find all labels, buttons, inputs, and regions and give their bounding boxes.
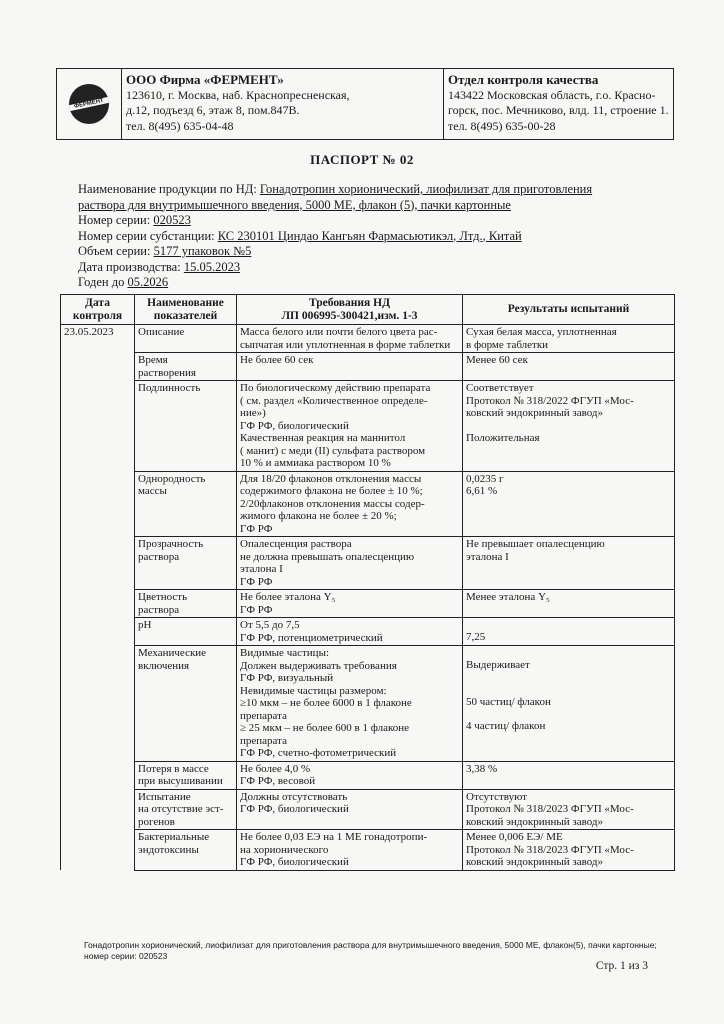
control-date-cell	[61, 471, 135, 537]
result-line: Выдерживает	[466, 659, 530, 671]
volume-value: 5177 упаковок №5	[153, 244, 252, 258]
indicator-name-line: Испытание	[138, 790, 191, 803]
indicator-name-line: растворения	[138, 366, 196, 379]
result-line: эталона I	[466, 550, 509, 563]
indicator-name-line: Цветность	[138, 591, 188, 603]
requirement-line: на хорионического	[240, 843, 329, 856]
indicator-name-cell	[135, 590, 237, 618]
requirement-line: не должна превышать опалесценцию	[240, 550, 415, 563]
control-date-cell	[61, 353, 135, 381]
result-line: 50 частиц/ флакон	[466, 695, 551, 708]
indicator-name-cell	[135, 646, 237, 762]
indicator-name-line: Подлинность	[138, 382, 201, 394]
production-date-label: Дата производства:	[78, 259, 181, 274]
qc-department	[444, 69, 673, 139]
result-line: Соответствует	[466, 382, 534, 394]
requirement-line: Не более эталона Y₅	[240, 591, 336, 603]
requirement-line: Невидимые частицы размером:	[240, 684, 387, 697]
blank-line	[466, 672, 671, 684]
result-line: Протокол № 318/2023 ФГУП «Мос-	[466, 803, 634, 815]
requirement-line: ГФ РФ	[240, 522, 273, 535]
blank-line	[466, 684, 671, 696]
blank-line	[466, 647, 671, 659]
indicator-name-cell	[135, 618, 237, 646]
requirement-line: сыпчатая или уплотненная в форме таблетки	[240, 338, 451, 351]
result-line: ковский эндокринный завод»	[466, 856, 604, 868]
result-line: Протокол № 318/2022 ФГУП «Мос-	[466, 394, 634, 407]
indicator-name-line: pH	[138, 619, 152, 631]
indicator-name-line: массы	[138, 485, 167, 497]
table-row	[61, 537, 675, 590]
logo-text: ФЕРМЕНТ	[69, 97, 109, 111]
header-indicator-name: Наименование показателей	[135, 295, 237, 325]
requirement-cell	[237, 381, 463, 472]
blank-line	[466, 708, 671, 720]
volume-line	[78, 244, 678, 260]
table-row	[61, 353, 675, 381]
table-row	[61, 590, 675, 618]
header-requirements: Требования НД ЛП 006995-300421,изм. 1-3	[237, 295, 463, 325]
result-line: 4 частиц/ флакон	[466, 720, 546, 732]
product-name-label: Наименование продукции по НД:	[78, 182, 257, 196]
requirement-cell	[237, 646, 463, 762]
requirement-cell	[237, 590, 463, 618]
result-line: 7,25	[466, 631, 486, 643]
indicator-name-line: Время	[138, 354, 168, 366]
product-name-line	[78, 182, 678, 198]
document-title: ПАСПОРТ № 02	[310, 152, 414, 167]
requirement-line: содержимого флакона не более ± 10 %;	[240, 485, 423, 497]
company-header	[56, 68, 674, 140]
requirement-line: ГФ РФ, биологический	[240, 803, 349, 815]
result-cell	[463, 471, 675, 537]
result-cell	[463, 830, 675, 871]
result-line: Менее 0,006 ЕЭ/ МЕ	[466, 831, 563, 843]
indicator-name-line: эндотоксины	[138, 843, 199, 856]
requirement-cell	[237, 761, 463, 789]
requirement-line: 10 % и аммиака раствором 10 %	[240, 457, 391, 469]
qc-address-line: 143422 Московская область, г.о. Красно-	[448, 87, 656, 102]
indicator-name-line: Прозрачность	[138, 538, 204, 550]
result-cell	[463, 325, 675, 353]
requirement-cell	[237, 537, 463, 590]
qc-phone: тел. 8(495) 635-00-28	[448, 118, 556, 133]
result-line: Менее 60 сек	[466, 354, 528, 366]
substance-label: Номер серии субстанции:	[78, 228, 215, 243]
result-cell	[463, 537, 675, 590]
control-date-cell	[61, 830, 135, 871]
indicator-name-cell	[135, 761, 237, 789]
product-name-value: Гонадотропин хорионический, лиофилизат для приготовления	[259, 182, 593, 196]
production-date-line	[78, 260, 678, 276]
requirement-line: ГФ РФ, биологический	[240, 419, 349, 432]
control-date-cell	[61, 590, 135, 618]
control-date-cell	[61, 381, 135, 472]
indicator-name-cell	[135, 789, 237, 830]
product-name-value-cont: раствора для внутримышечного введения, 5000 МЕ, флакон (5), пачки картонные	[78, 197, 511, 212]
indicator-name-line: Описание	[138, 326, 185, 338]
indicator-name-line: Однородность	[138, 472, 206, 485]
table-header-row	[61, 295, 675, 325]
indicator-name-cell	[135, 537, 237, 590]
result-cell	[463, 618, 675, 646]
table-row	[61, 325, 675, 353]
table-row	[61, 646, 675, 762]
control-date-cell	[61, 789, 135, 830]
valid-until-line	[78, 275, 678, 291]
series-line	[78, 213, 678, 229]
requirement-line: Качественная реакция на маннитол	[240, 432, 406, 444]
result-line: ковский эндокринный завод»	[466, 815, 604, 828]
control-date: 23.05.2023	[64, 326, 114, 338]
requirement-cell	[237, 353, 463, 381]
result-cell	[463, 761, 675, 789]
indicator-name-cell	[135, 325, 237, 353]
substance-value: КС 230101 Циндао Кангьян Фармасьютикэл, Лтд., Китай	[217, 228, 522, 243]
requirement-line: По биологическому действию препарата	[240, 382, 431, 394]
requirement-line: ГФ РФ	[240, 575, 273, 588]
result-line: 0,0235 г	[466, 472, 504, 485]
qc-department-name: Отдел контроля качества	[448, 72, 599, 87]
indicator-name-cell	[135, 830, 237, 871]
requirement-line: препарата	[240, 709, 287, 722]
requirement-line: Масса белого или почти белого цвета рас-	[240, 326, 438, 338]
requirement-line: Должен выдерживать требования	[240, 659, 397, 672]
product-info	[78, 182, 678, 291]
requirement-line: От 5,5 до 7,5	[240, 619, 300, 631]
control-date-cell	[61, 646, 135, 762]
header-control-date: Дата контроля	[61, 295, 135, 325]
control-date-cell	[61, 618, 135, 646]
result-line: Сухая белая масса, уплотненная	[466, 326, 617, 338]
requirement-line: Видимые частицы:	[240, 647, 330, 659]
requirement-line: эталона I	[240, 563, 283, 575]
indicator-name-line: Потеря в массе	[138, 762, 209, 775]
table-row	[61, 761, 675, 789]
indicator-name-line: раствора	[138, 603, 180, 616]
result-cell	[463, 646, 675, 762]
indicator-name-line: Бактериальные	[138, 831, 210, 843]
table-row	[61, 618, 675, 646]
valid-until-value: 05.2026	[127, 275, 169, 289]
result-line: Положительная	[466, 431, 540, 444]
logo-circle-icon	[69, 84, 109, 124]
company-address-line: д.12, подъезд 6, этаж 8, пом.847В.	[126, 103, 300, 117]
series-label: Номер серии:	[78, 213, 151, 227]
requirement-line: Для 18/20 флаконов отклонения массы	[240, 472, 422, 485]
header-results: Результаты испытаний	[463, 295, 675, 325]
series-value: 020523	[153, 213, 191, 227]
substance-line	[78, 229, 678, 245]
result-line: 3,38 %	[466, 762, 498, 775]
result-line: в форме таблетки	[466, 338, 549, 351]
table-row	[61, 381, 675, 472]
qc-address-line: горск, пос. Мечниково, влд. 11, строение 1.	[448, 103, 669, 117]
indicator-name-line: включения	[138, 659, 190, 672]
table-row	[61, 789, 675, 830]
company-address	[122, 69, 444, 139]
requirement-cell	[237, 471, 463, 537]
requirement-line: ГФ РФ	[240, 603, 273, 616]
requirement-line: ГФ РФ, весовой	[240, 775, 316, 787]
requirement-cell	[237, 789, 463, 830]
indicator-name-line: при высушивании	[138, 775, 223, 787]
requirement-line: ГФ РФ, счетно-фотометрический	[240, 747, 397, 759]
indicator-name-line: Механические	[138, 647, 207, 659]
requirement-line: ≥ 25 мкм – не более 600 в 1 флаконе	[240, 722, 410, 734]
indicator-name-cell	[135, 471, 237, 537]
result-line: ковский эндокринный завод»	[466, 407, 604, 419]
requirement-line: ( см. раздел «Количественное определе-	[240, 394, 428, 407]
requirement-line: препарата	[240, 734, 287, 747]
requirement-line: Должны отсутствовать	[240, 790, 348, 803]
blank-line	[466, 420, 671, 432]
requirement-line: ( манит) с меди (II) сульфата раствором	[240, 444, 426, 457]
requirement-cell	[237, 618, 463, 646]
control-date-cell	[61, 537, 135, 590]
company-logo	[57, 69, 122, 139]
volume-label: Объем серии:	[78, 244, 151, 258]
result-line: 6,61 %	[466, 485, 498, 497]
requirement-line: ние»)	[240, 407, 266, 419]
indicator-name-cell	[135, 381, 237, 472]
requirement-line: ГФ РФ, визуальный	[240, 672, 334, 684]
requirement-line: ГФ РФ, потенциометрический	[240, 631, 383, 644]
result-cell	[463, 590, 675, 618]
table-row	[61, 471, 675, 537]
requirement-cell	[237, 830, 463, 871]
blank-line	[466, 619, 671, 631]
requirement-line: Не более 0,03 ЕЭ на 1 МЕ гонадотропи-	[240, 831, 428, 843]
requirement-line: ≥10 мкм – не более 6000 в 1 флаконе	[240, 697, 412, 709]
result-line: Отсутствуют	[466, 790, 527, 803]
table-row	[61, 830, 675, 871]
indicator-name-line: рогенов	[138, 815, 175, 828]
requirement-cell	[237, 325, 463, 353]
indicator-name-cell	[135, 353, 237, 381]
requirement-line: ГФ РФ, биологический	[240, 856, 349, 868]
indicator-name-line: раствора	[138, 550, 180, 563]
indicator-name-line: на отсутствие эст-	[138, 803, 224, 815]
result-line: Не превышает опалесценцию	[466, 538, 605, 550]
company-phone: тел. 8(495) 635-04-48	[126, 118, 234, 133]
requirement-line: Не более 60 сек	[240, 354, 314, 366]
footer-note	[84, 940, 664, 962]
control-date-cell	[61, 325, 135, 353]
test-results-table	[60, 294, 675, 871]
requirement-line: 2/20флаконов отклонения массы содер-	[240, 497, 425, 510]
control-date-cell	[61, 761, 135, 789]
requirement-line: жимого флакона не более ± 20 %;	[240, 510, 397, 522]
valid-until-label: Годен до	[78, 275, 125, 289]
production-date-value: 15.05.2023	[183, 259, 241, 274]
page-number: Стр. 1 из 3	[595, 960, 648, 972]
company-name: ООО Фирма «ФЕРМЕНТ»	[126, 72, 284, 87]
footer-product-line: Гонадотропин хорионический, лиофилизат для приготовления раствора для внутримышечного введения, 5000 МЕ, флакон(5), пачки картонные;	[84, 940, 657, 950]
result-cell	[463, 381, 675, 472]
company-address-line: 123610, г. Москва, наб. Краснопресненская,	[126, 87, 350, 102]
result-line: Менее эталона Y₅	[466, 591, 550, 603]
result-line: Протокол № 318/2023 ФГУП «Мос-	[466, 843, 634, 856]
footer-series-line: номер серии: 020523	[84, 951, 168, 961]
result-cell	[463, 353, 675, 381]
requirement-line: Не более 4,0 %	[240, 762, 311, 775]
result-cell	[463, 789, 675, 830]
requirement-line: Опалесценция раствора	[240, 538, 352, 550]
